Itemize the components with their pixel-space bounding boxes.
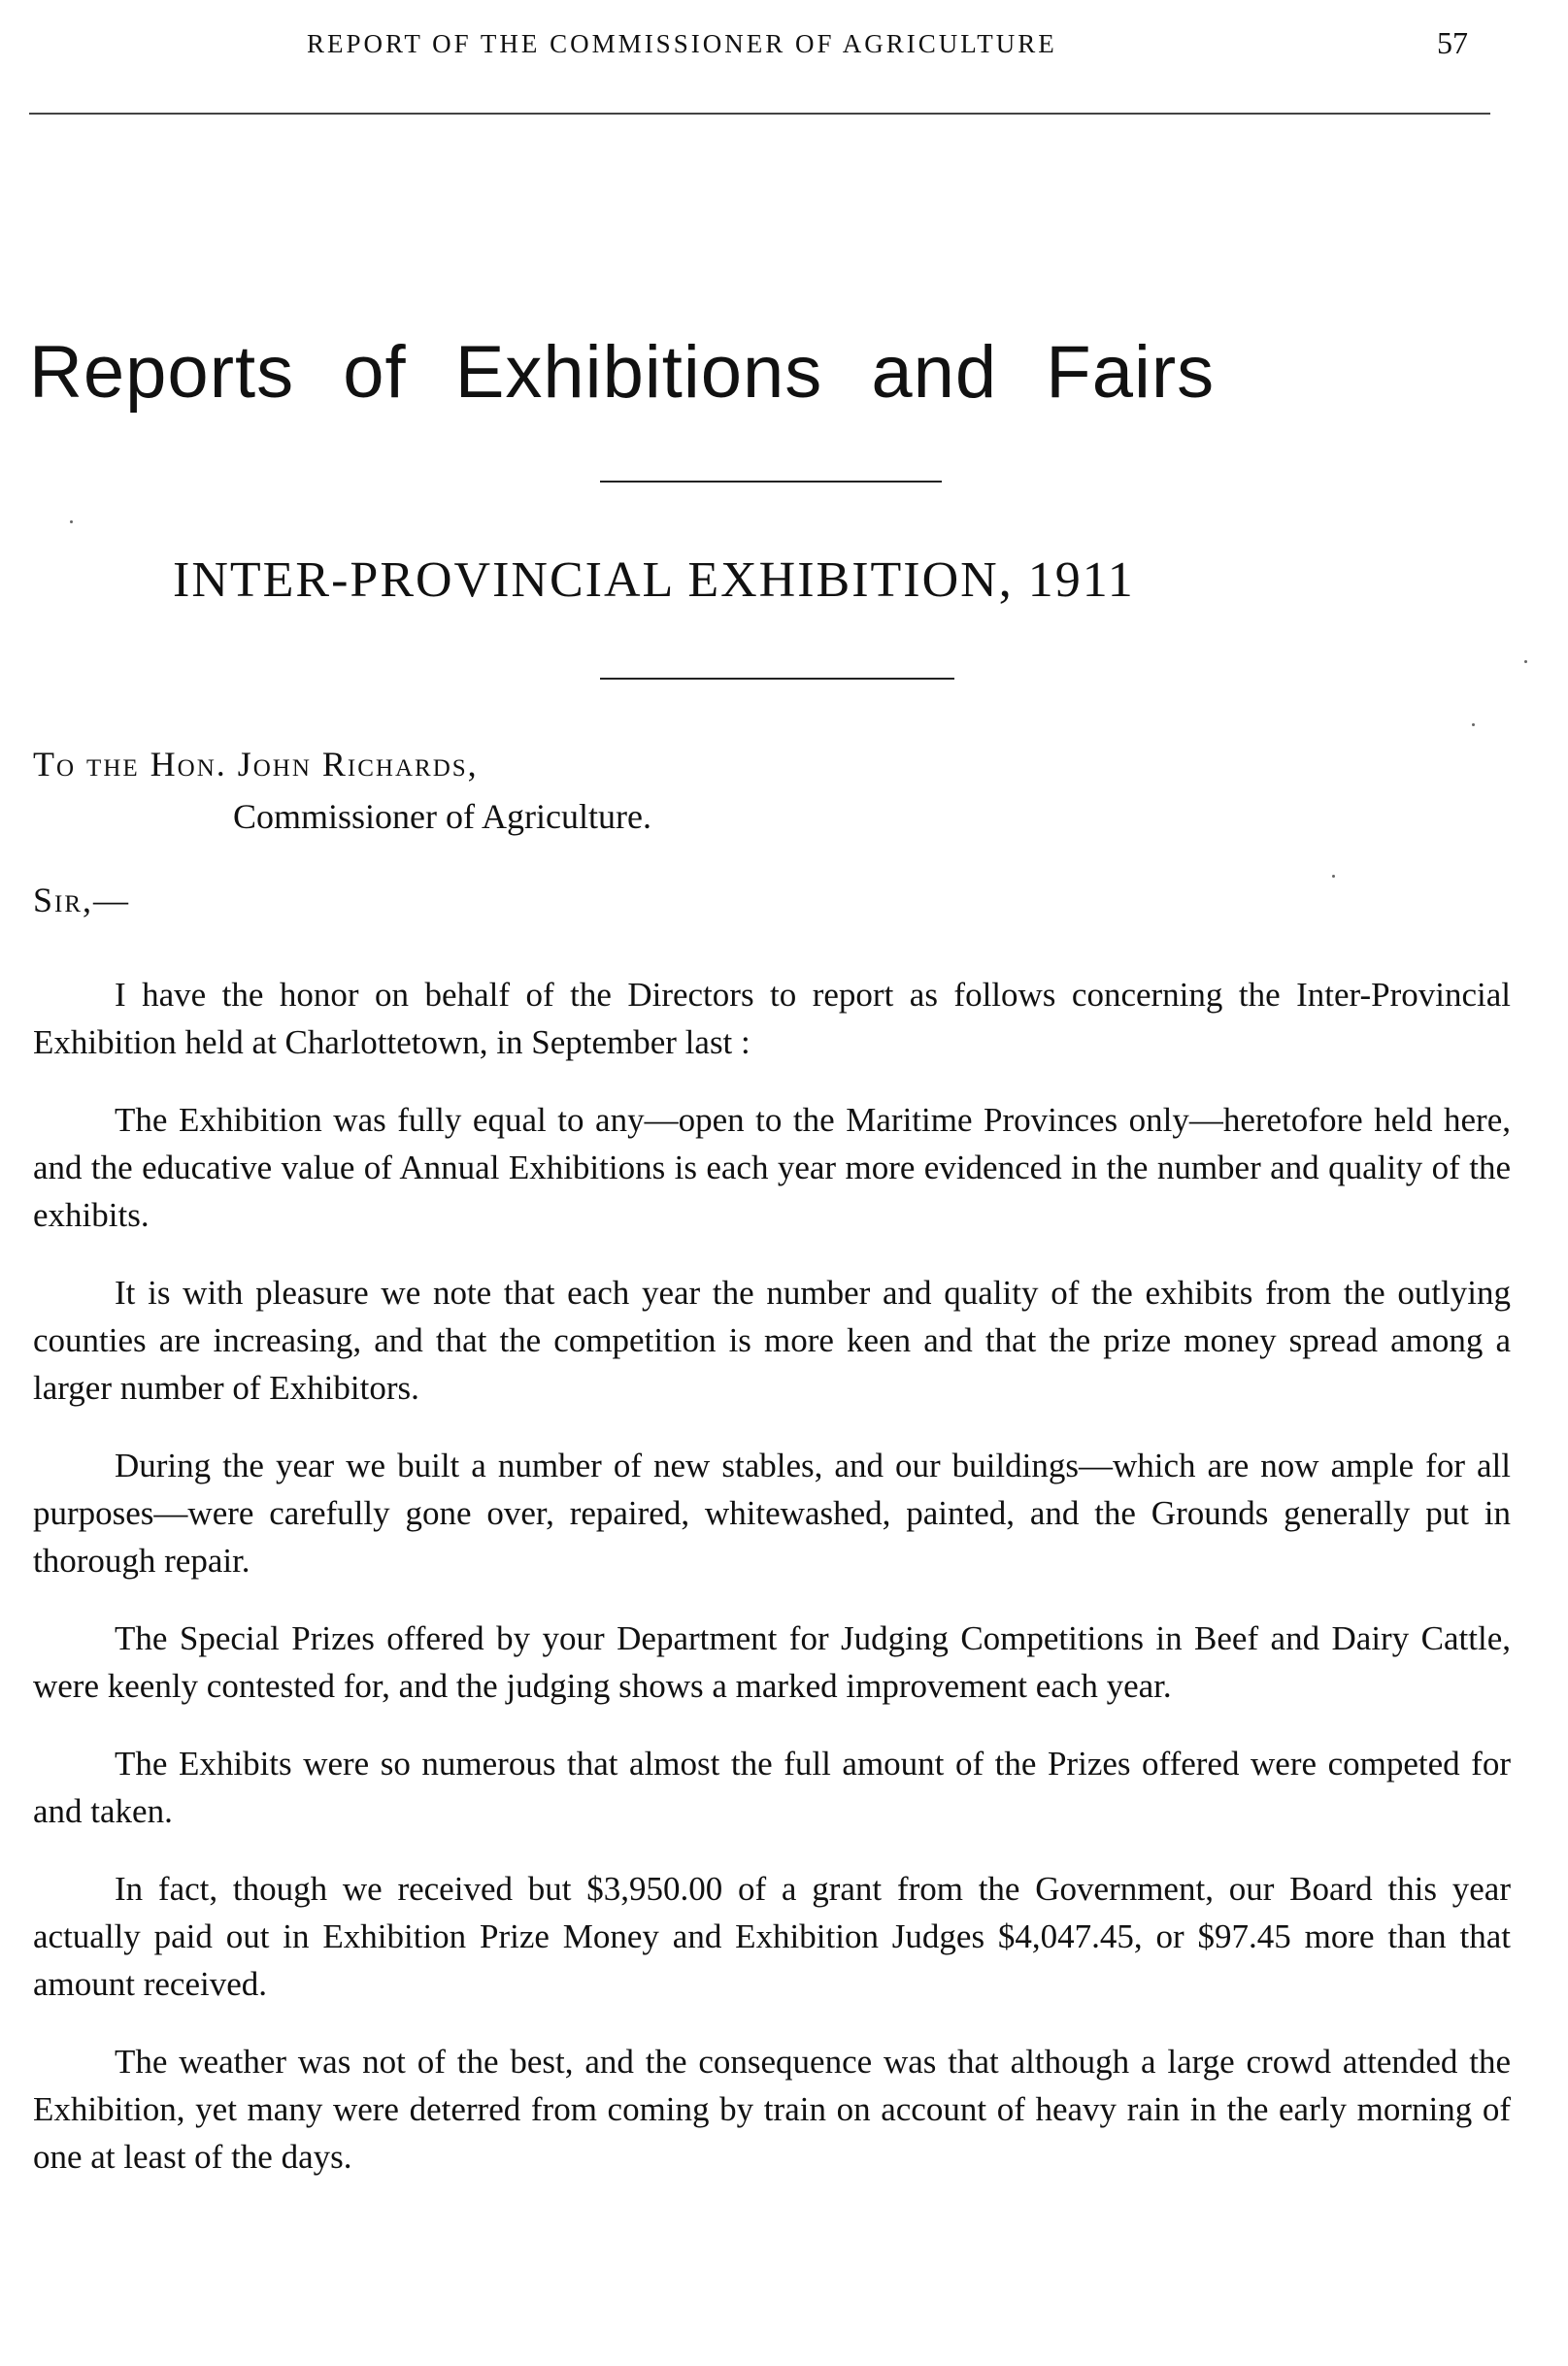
scan-speck bbox=[1524, 660, 1527, 663]
scan-speck bbox=[1472, 723, 1475, 726]
scan-speck bbox=[70, 520, 73, 523]
header-rule bbox=[29, 113, 1490, 115]
section-rule bbox=[600, 678, 954, 680]
paragraph: The Exhibition was fully equal to any—open to the Maritime Provinces only—heretofore held here, and the educative value of Annual Exhibitions is each year more evidenced in the number and quality of the exhibits. bbox=[33, 1101, 1511, 1234]
page-number: 57 bbox=[1437, 25, 1468, 60]
paragraph: The Exhibits were so numerous that almost the full amount of the Prizes offered were competed for and taken. bbox=[33, 1745, 1511, 1830]
title-rule bbox=[600, 481, 942, 483]
salutation: Sir,— bbox=[33, 881, 131, 919]
section-title: INTER-PROVINCIAL EXHIBITION, 1911 bbox=[173, 552, 1135, 608]
paragraph: The Special Prizes offered by your Department for Judging Competitions in Beef and Dairy Cattle, were keenly contested for, and the judging shows a marked improvement each year. bbox=[33, 1619, 1511, 1705]
paragraph: In fact, though we received but $3,950.00 of a grant from the Government, our Board this year actually paid out in Exhibition Prize Money and Exhibition Judges $4,047.45, or $97.45 more than that amount received. bbox=[33, 1870, 1511, 2003]
paragraph: During the year we built a number of new stables, and our buildings—which are now ample for all purposes—were carefully gone over, repaired, whitewashed, painted, and the Grounds generally put in thorough repair. bbox=[33, 1447, 1511, 1580]
page-title: Reports of Exhibitions and Fairs bbox=[29, 331, 1216, 414]
running-head: REPORT OF THE COMMISSIONER OF AGRICULTURE bbox=[307, 29, 1057, 58]
paragraph: The weather was not of the best, and the consequence was that although a large crowd attended the Exhibition, yet many were deterred from coming by train on account of heavy rain in the early morning of one at least of the days. bbox=[33, 2043, 1511, 2176]
addressee-title: Commissioner of Agriculture. bbox=[233, 797, 651, 836]
scan-speck bbox=[1332, 875, 1335, 878]
report-body bbox=[33, 971, 1511, 2211]
addressee: To the Hon. John Richards, bbox=[33, 745, 479, 783]
paragraph: It is with pleasure we note that each year the number and quality of the exhibits from the outlying counties are increasing, and that the competition is more keen and that the prize money spread among a larger number of Exhibitors. bbox=[33, 1274, 1511, 1407]
paragraph: I have the honor on behalf of the Directors to report as follows concerning the Inter-Provincial Exhibition held at Charlottetown, in September last : bbox=[33, 976, 1511, 1061]
